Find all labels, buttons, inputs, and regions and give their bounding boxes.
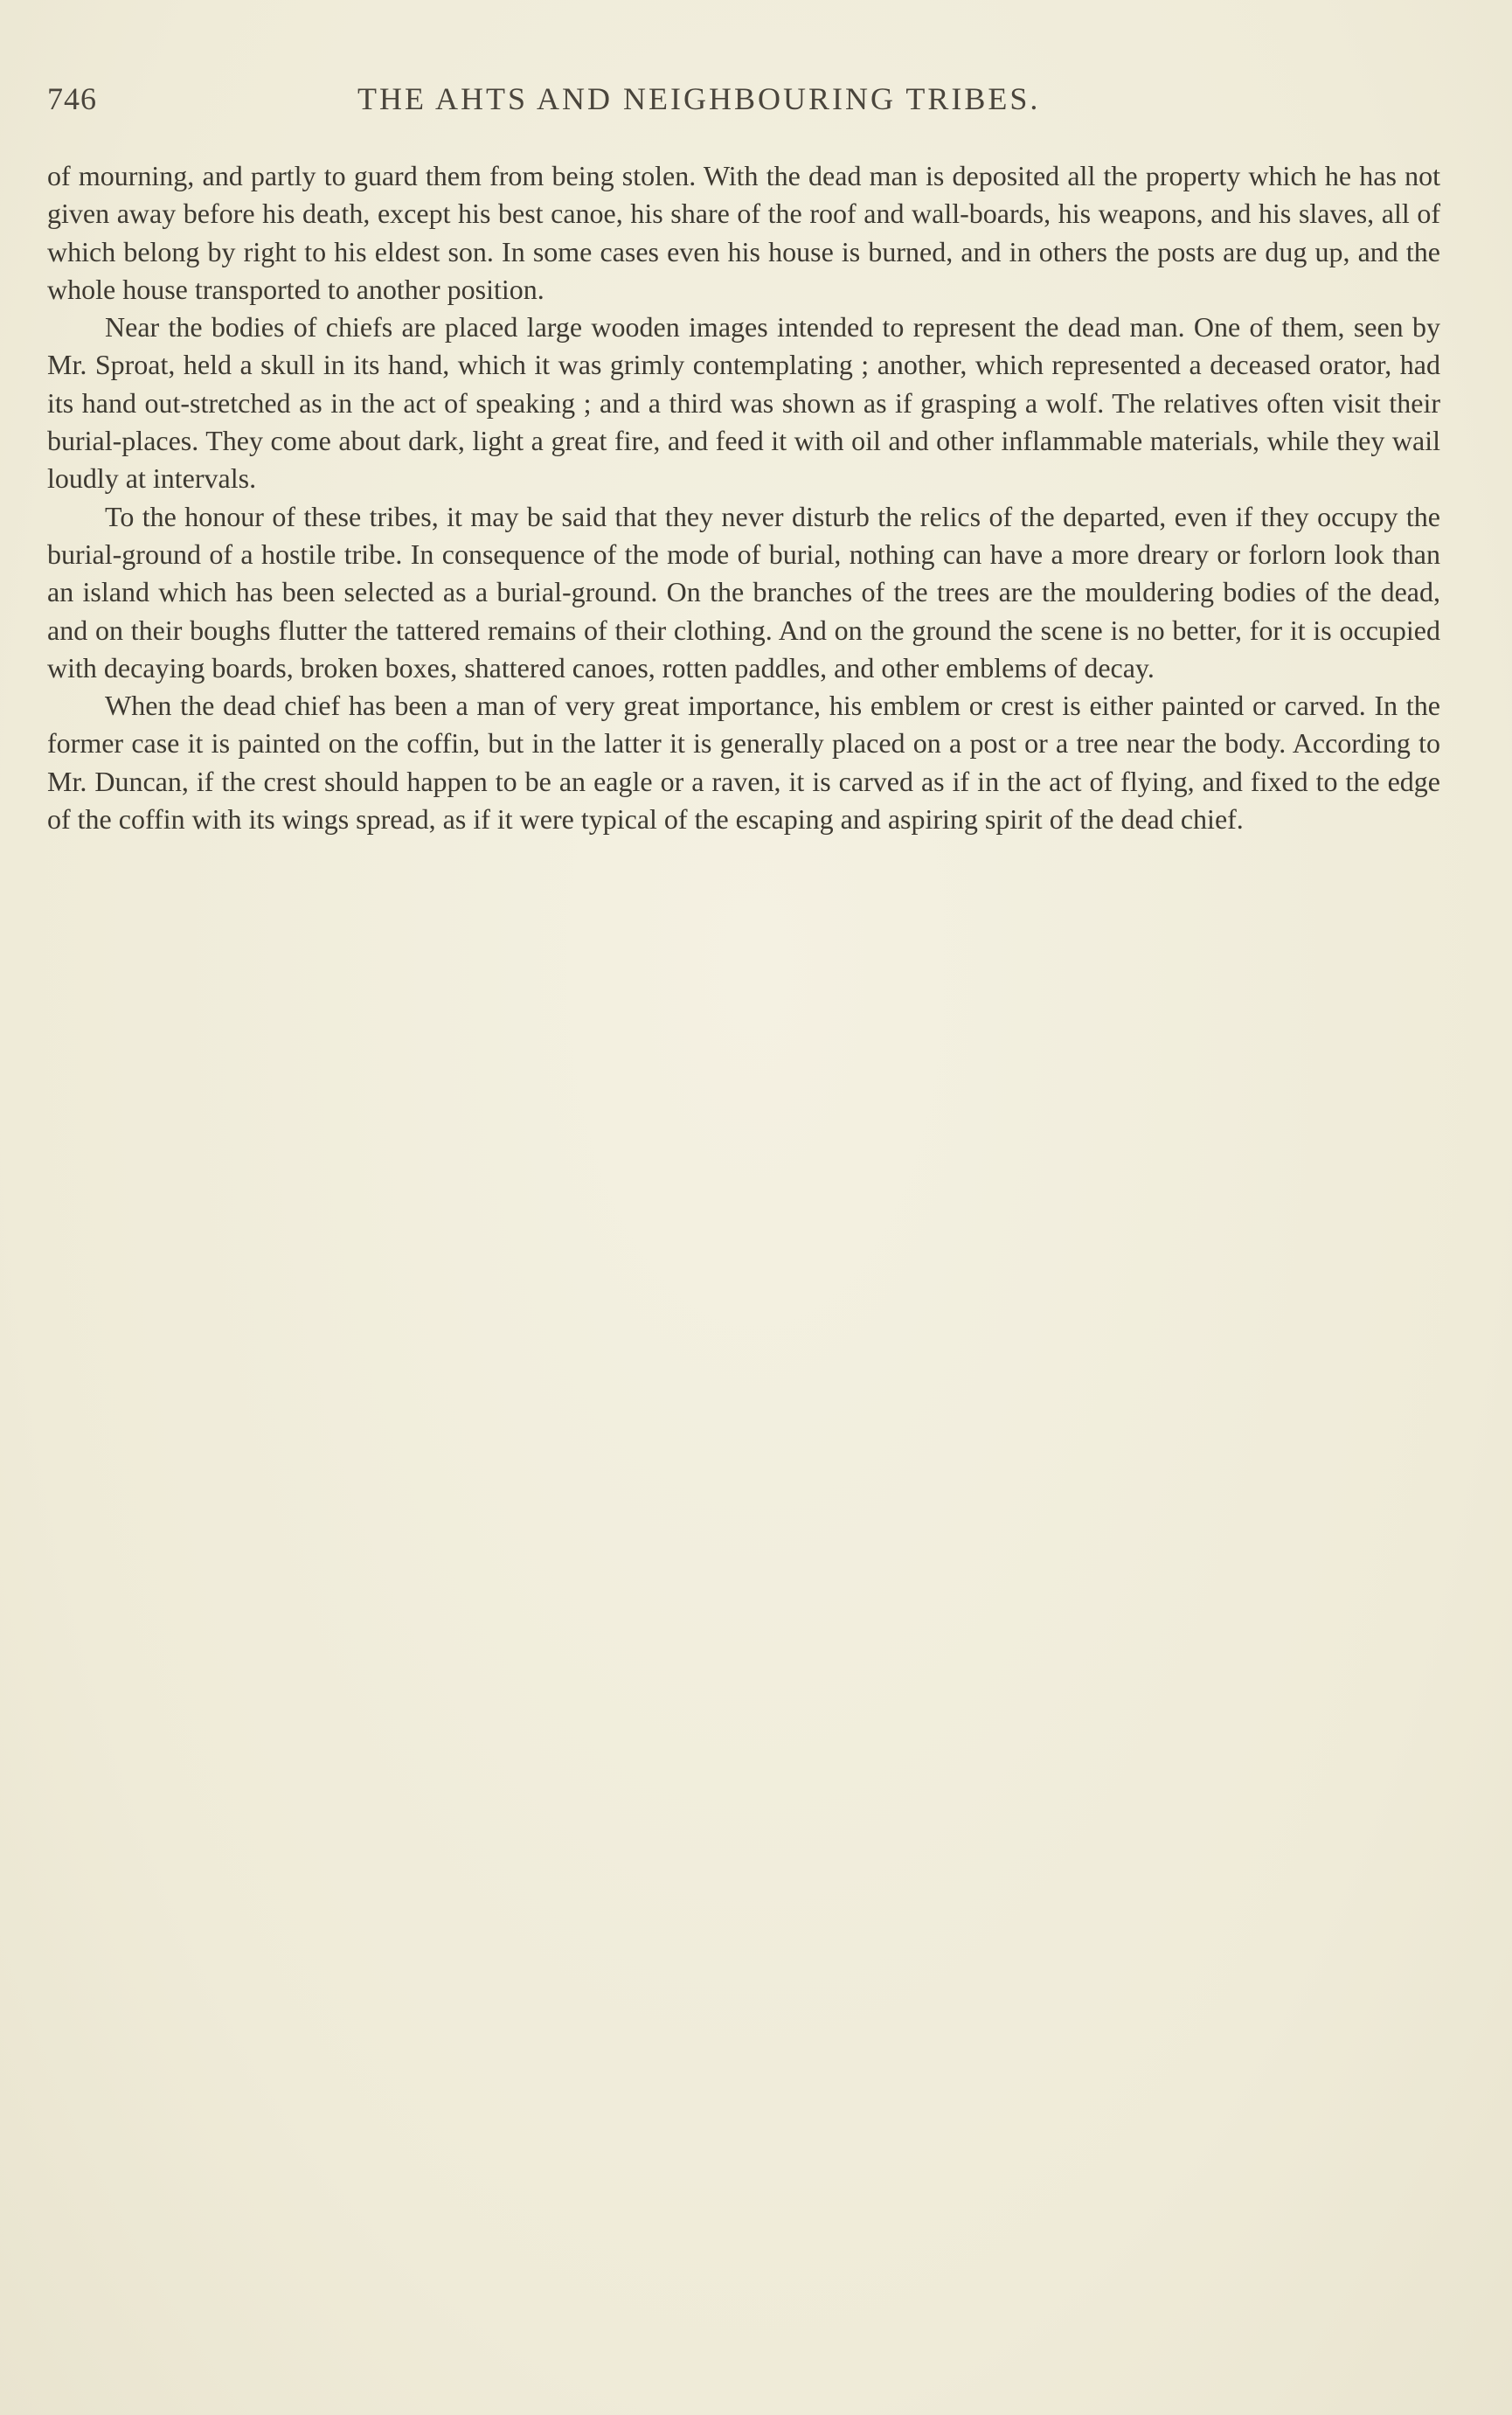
- running-head: [47, 80, 1446, 124]
- page-number: 746: [47, 81, 97, 116]
- page-header-title: THE AHTS AND NEIGHBOURING TRIBES.: [357, 81, 1041, 116]
- paragraph-wooden-images: Near the bodies of chiefs are placed large wooden images intended to represent the dead man. One of them, seen by Mr. Sproat, held a skull in its hand, which it was grimly contemplating ; another, which represented a deceased orator, had its hand out-stretched as in the act of speaking ; and a third was shown as if grasping a wolf. The relatives often visit their burial-places. They come about dark, light a great fire, and feed it with oil and other inflammable materials, while they wail loudly at intervals.: [47, 311, 1440, 495]
- paragraph-continued: of mourning, and partly to guard them from being stolen. With the dead man is deposited all the property which he has not given away before his death, except his best canoe, his share of the roof and wall-boards, his weapons, and his slaves, all of which belong by right to his eldest son. In some cases even his house is burned, and in others the posts are dug up, and the whole house transported to another position.: [47, 160, 1440, 305]
- body-text: [47, 157, 1440, 838]
- paragraph-burial-ground: To the honour of these tribes, it may be said that they never disturb the relics of the departed, even if they occupy the burial-ground of a hostile tribe. In consequence of the mode of burial, nothing can have a more dreary or forlorn look than an island which has been selected as a burial-ground. On the branches of the trees are the mouldering bodies of the dead, and on their boughs flutter the tattered remains of their clothing. And on the ground the scene is no better, for it is occupied with decaying boards, broken boxes, shattered canoes, rotten paddles, and other emblems of decay.: [47, 500, 1440, 684]
- paragraph-chief-emblem: When the dead chief has been a man of very great importance, his emblem or crest is either painted or carved. In the former case it is painted on the coffin, but in the latter it is generally placed on a post or a tree near the body. According to Mr. Duncan, if the crest should happen to be an eagle or a raven, it is carved as if in the act of flying, and fixed to the edge of the coffin with its wings spread, as if it were typical of the escaping and aspiring spirit of the dead chief.: [47, 690, 1440, 836]
